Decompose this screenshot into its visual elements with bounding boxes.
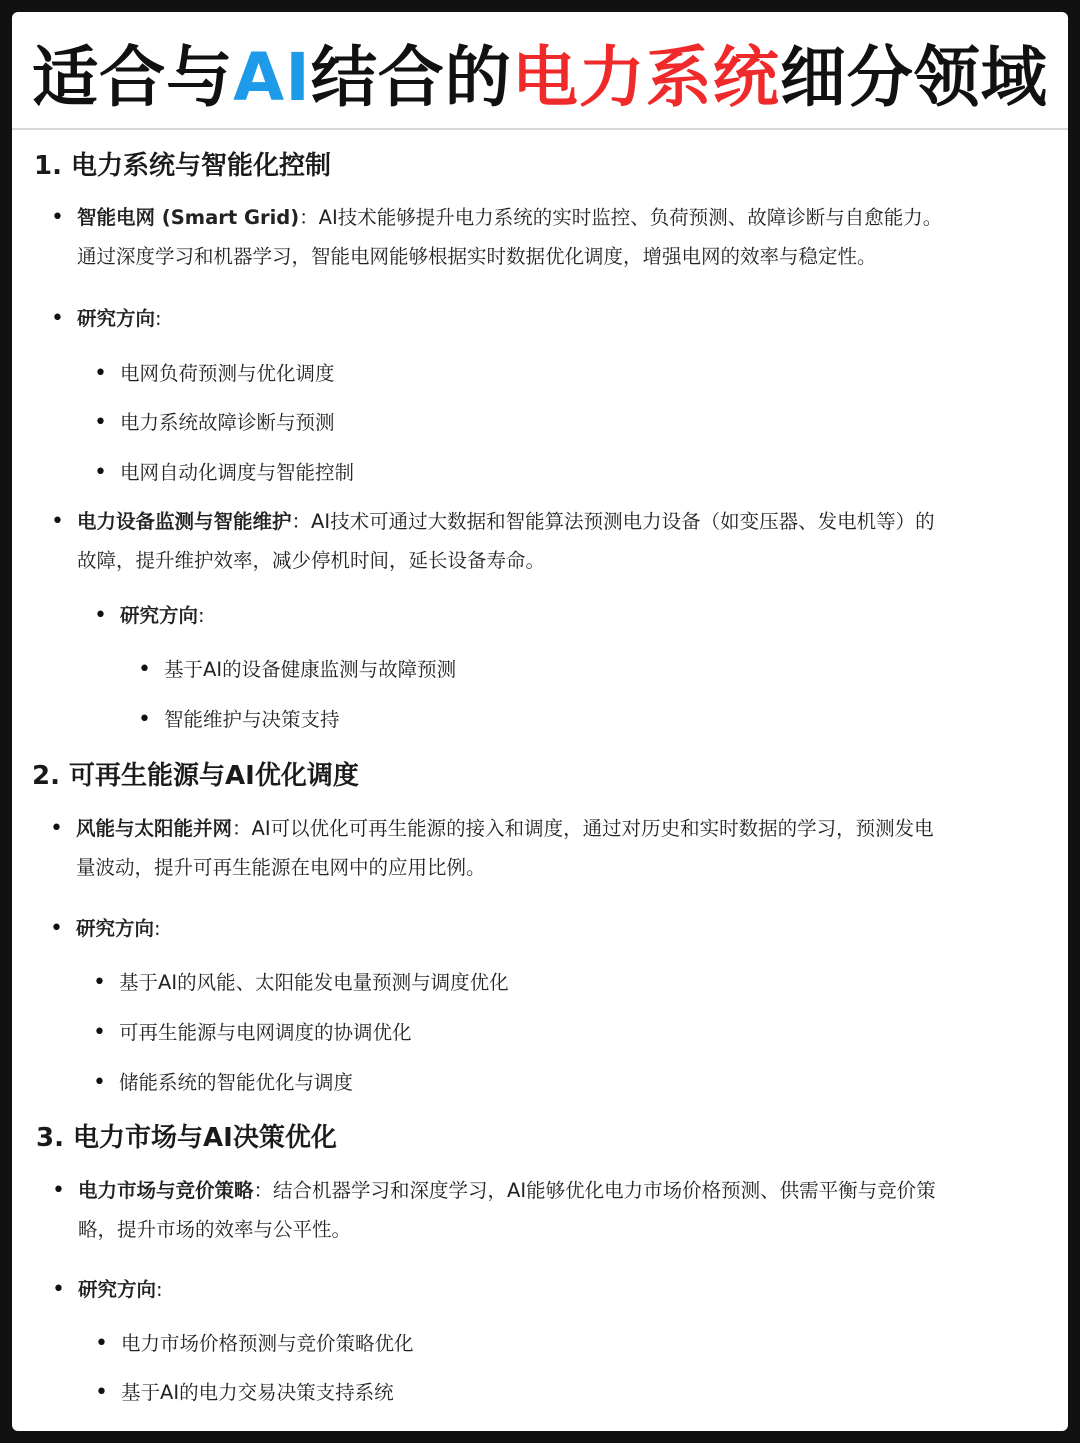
- list-item: [95, 1373, 394, 1412]
- list-item-smart-grid: [51, 198, 1057, 276]
- bullet-icon: •: [51, 205, 64, 230]
- list-item-market: [52, 1171, 1058, 1249]
- title-text-highlight: 电力系统: [511, 39, 780, 116]
- page-title: [12, 38, 1068, 118]
- item-text: 基于AI的风能、太阳能发电量预测与调度优化: [119, 971, 509, 994]
- list-item: [93, 1013, 412, 1052]
- section-heading-3: 3. 电力市场与AI决策优化: [36, 1123, 337, 1153]
- title-divider: [12, 128, 1068, 130]
- list-item-renewables: [50, 809, 1056, 887]
- list-item: [93, 1063, 354, 1102]
- list-item-research: [51, 299, 162, 338]
- item-text-line2: 略，提升市场的效率与公平性。: [78, 1218, 352, 1241]
- item-text-line2: 通过深度学习和机器学习，智能电网能够根据实时数据优化调度，增强电网的效率与稳定性。: [77, 245, 877, 268]
- item-text: :: [154, 917, 161, 940]
- item-text: 储能系统的智能优化与调度: [119, 1071, 354, 1094]
- item-text: :: [198, 604, 205, 627]
- list-item: [94, 453, 355, 492]
- bullet-icon: •: [94, 361, 107, 386]
- list-item: [138, 650, 457, 689]
- list-item: [94, 354, 335, 393]
- bullet-icon: •: [51, 509, 64, 534]
- item-text: 可再生能源与电网调度的协调优化: [119, 1021, 412, 1044]
- list-item-research: [52, 1270, 163, 1309]
- title-text-ai: AI: [233, 39, 311, 116]
- bullet-icon: •: [138, 657, 151, 682]
- list-item-research: [94, 596, 205, 635]
- bullet-icon: •: [51, 306, 64, 331]
- item-bold-label: 电力市场与竞价策略: [78, 1179, 254, 1202]
- item-text: 智能维护与决策支持: [164, 708, 340, 731]
- section-heading-1: 1. 电力系统与智能化控制: [34, 151, 332, 181]
- bullet-icon: •: [52, 1277, 65, 1302]
- item-text: :: [155, 307, 162, 330]
- bullet-icon: •: [50, 816, 63, 841]
- bullet-icon: •: [94, 460, 107, 485]
- item-bold-label: 智能电网 (Smart Grid): [77, 206, 300, 229]
- item-text: ：AI可以优化可再生能源的接入和调度，通过对历史和实时数据的学习，预测发电: [232, 817, 934, 840]
- bullet-icon: •: [95, 1380, 108, 1405]
- title-text-1: 适合与: [32, 39, 234, 116]
- item-text: ：结合机器学习和深度学习，AI能够优化电力市场价格预测、供需平衡与竞价策: [253, 1179, 936, 1202]
- item-bold-label: 风能与太阳能并网: [76, 817, 233, 840]
- bullet-icon: •: [138, 707, 151, 732]
- list-item: [95, 1324, 414, 1363]
- item-bold-label: 电力设备监测与智能维护: [77, 510, 292, 533]
- item-text-line2: 故障，提升维护效率，减少停机时间，延长设备寿命。: [77, 549, 546, 572]
- bullet-icon: •: [52, 1178, 65, 1203]
- item-text: 基于AI的电力交易决策支持系统: [121, 1381, 394, 1404]
- list-item-research: [50, 909, 161, 948]
- bullet-icon: •: [93, 1020, 106, 1045]
- item-bold-label: 研究方向: [120, 604, 199, 627]
- bullet-icon: •: [50, 916, 63, 941]
- document-card: [12, 12, 1068, 1431]
- item-bold-label: 研究方向: [78, 1278, 157, 1301]
- item-text: 基于AI的设备健康监测与故障预测: [164, 658, 457, 681]
- item-bold-label: 研究方向: [77, 307, 156, 330]
- item-text: 电网自动化调度与智能控制: [120, 461, 355, 484]
- bullet-icon: •: [94, 603, 107, 628]
- bullet-icon: •: [93, 970, 106, 995]
- item-text: ：AI技术能够提升电力系统的实时监控、负荷预测、故障诊断与自愈能力。: [299, 206, 943, 229]
- item-text: 电力市场价格预测与竞价策略优化: [121, 1332, 414, 1355]
- list-item-equipment: [51, 502, 1057, 580]
- item-bold-label: 研究方向: [76, 917, 155, 940]
- item-text: 电网负荷预测与优化调度: [120, 362, 335, 385]
- item-text: ：AI技术可通过大数据和智能算法预测电力设备（如变压器、发电机等）的: [291, 510, 935, 533]
- item-text: :: [156, 1278, 163, 1301]
- list-item: [138, 700, 340, 739]
- item-text-line2: 量波动，提升可再生能源在电网中的应用比例。: [76, 856, 486, 879]
- bullet-icon: •: [95, 1331, 108, 1356]
- section-heading-2: 2. 可再生能源与AI优化调度: [32, 761, 359, 791]
- title-text-2: 结合的: [310, 39, 512, 116]
- item-text: 电力系统故障诊断与预测: [120, 411, 335, 434]
- list-item: [93, 963, 509, 1002]
- bullet-icon: •: [94, 410, 107, 435]
- title-text-3: 细分领域: [779, 39, 1048, 116]
- bullet-icon: •: [93, 1070, 106, 1095]
- list-item: [94, 403, 335, 442]
